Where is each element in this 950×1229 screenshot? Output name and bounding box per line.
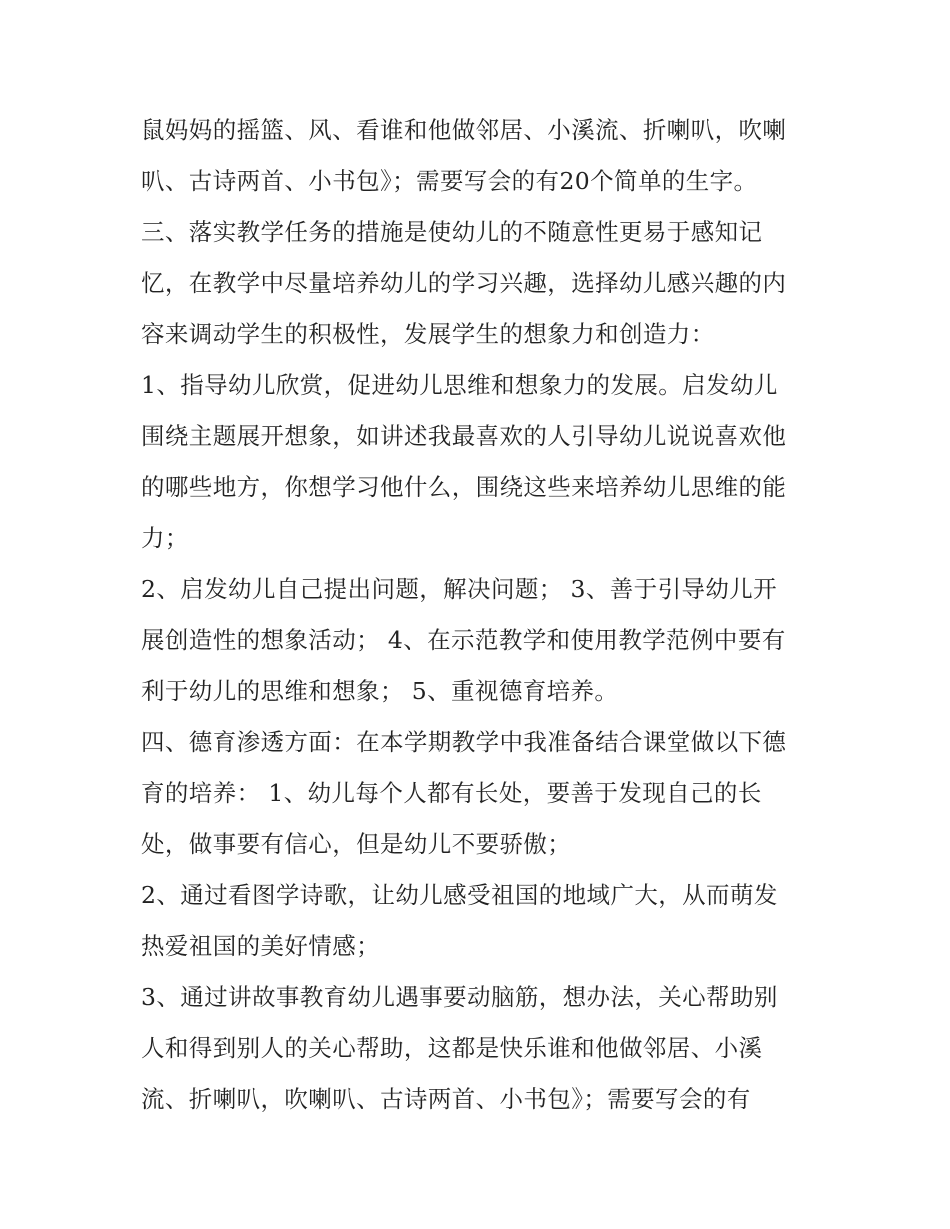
text-line: 三、落实教学任务的措施是使幼儿的不随意性更易于感知记: [141, 218, 763, 246]
text-line: 容来调动学生的积极性，发展学生的想象力和创造力：: [141, 320, 715, 348]
text-line: 流、折喇叭，吹喇叭、古诗两首、小书包》；需要写会的有: [141, 1085, 751, 1113]
text-line: 处，做事要有信心，但是幼儿不要骄傲；: [141, 830, 572, 858]
text-line: 展创造性的想象活动； 4、在示范教学和使用教学范例中要有: [141, 626, 786, 654]
text-line: 育的培养： 1、幼儿每个人都有长处，要善于发现自己的长: [141, 779, 762, 807]
text-line: 的哪些地方，你想学习他什么，围绕这些来培养幼儿思维的能: [141, 473, 787, 501]
body-text: [141, 105, 831, 1125]
text-line: 1、指导幼儿欣赏，促进幼儿思维和想象力的发展。启发幼儿: [141, 371, 778, 399]
text-line: 热爱祖国的美好情感；: [141, 932, 380, 960]
text-line: 利于幼儿的思维和想象； 5、重视德育培养。: [141, 677, 619, 705]
text-line: 3、通过讲故事教育幼儿遇事要动脑筋，想办法，关心帮助别: [141, 983, 778, 1011]
text-line: 力；: [141, 524, 189, 552]
text-line: 人和得到别人的关心帮助，这都是快乐谁和他做邻居、小溪: [141, 1034, 763, 1062]
text-line: 鼠妈妈的摇篮、风、看谁和他做邻居、小溪流、折喇叭，吹喇: [141, 116, 787, 144]
text-line: 围绕主题展开想象，如讲述我最喜欢的人引导幼儿说说喜欢他: [141, 422, 787, 450]
text-line: 叭、古诗两首、小书包》；需要写会的有20个简单的生字。: [141, 167, 758, 195]
text-line: 四、德育渗透方面：在本学期教学中我准备结合课堂做以下德: [141, 728, 787, 756]
text-line: 忆，在教学中尽量培养幼儿的学习兴趣，选择幼儿感兴趣的内: [141, 269, 787, 297]
text-line: 2、通过看图学诗歌，让幼儿感受祖国的地域广大，从而萌发: [141, 881, 778, 909]
text-line: 2、启发幼儿自己提出问题，解决问题； 3、善于引导幼儿开: [141, 575, 778, 603]
